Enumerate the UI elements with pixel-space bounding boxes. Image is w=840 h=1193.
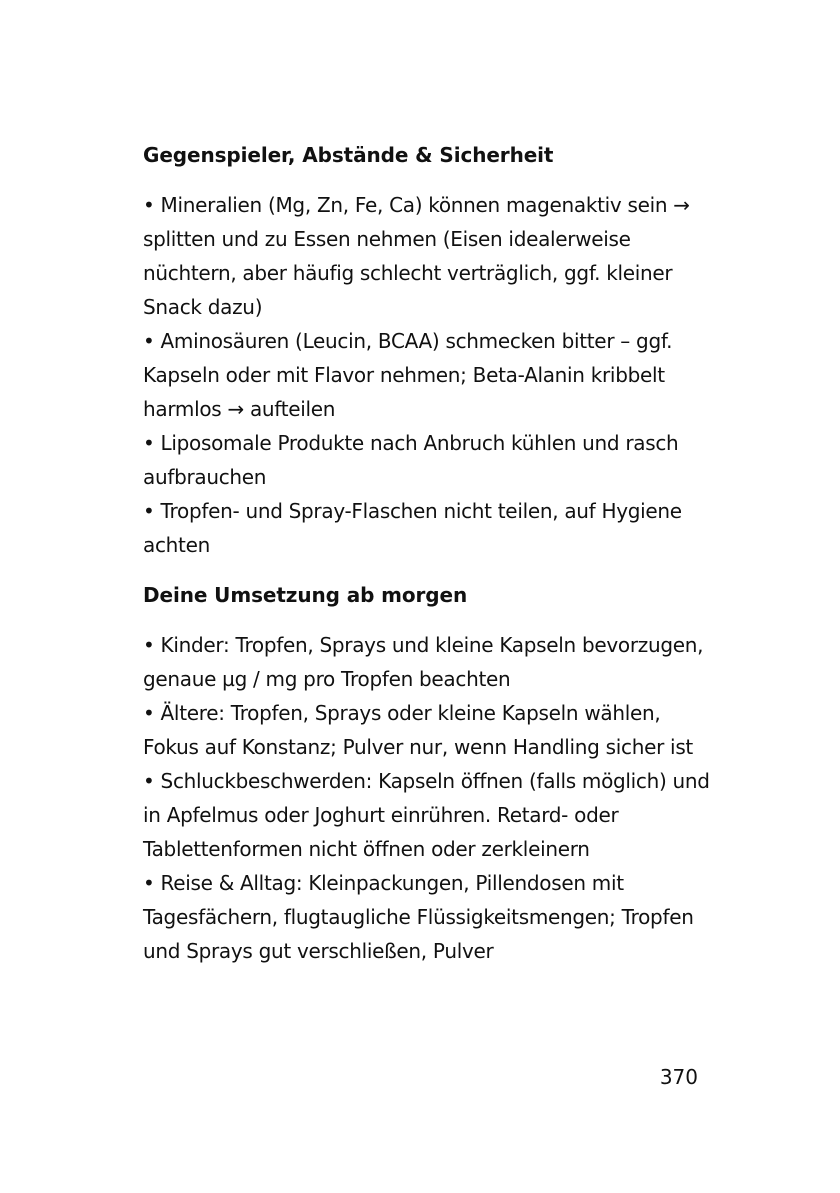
- list-item: • Aminosäuren (Leucin, BCAA) schmecken bitter – ggf. Kapseln oder mit Flavor nehmen; Beta-Alanin kribbelt harmlos → aufteilen: [143, 329, 673, 421]
- list-item: • Mineralien (Mg, Zn, Fe, Ca) können magenaktiv sein → splitten und zu Essen nehmen (Eisen idealerweise nüchtern, aber häufig schlecht verträglich, ggf. kleiner Snack dazu): [143, 193, 690, 319]
- section-heading-safety: Gegenspieler, Abstände & Sicherheit: [143, 143, 554, 167]
- list-item: • Tropfen- und Spray-Flaschen nicht teilen, auf Hygiene achten: [143, 499, 682, 557]
- list-item: • Liposomale Produkte nach Anbruch kühlen und rasch aufbrauchen: [143, 431, 679, 489]
- list-item: • Ältere: Tropfen, Sprays oder kleine Kapseln wählen, Fokus auf Konstanz; Pulver nur, wenn Handling sicher ist: [143, 701, 693, 759]
- list-item: • Schluckbeschwerden: Kapseln öffnen (falls möglich) und in Apfelmus oder Joghurt einrühren. Retard- oder Tablettenformen nicht öffnen oder zerkleinern: [143, 769, 710, 861]
- page-number: 370: [659, 1065, 698, 1089]
- list-item: • Kinder: Tropfen, Sprays und kleine Kapseln bevorzugen, genaue µg / mg pro Tropfen beachten: [143, 633, 704, 691]
- implementation-list: [143, 628, 713, 968]
- section-heading-implementation: Deine Umsetzung ab morgen: [143, 583, 468, 607]
- list-item: • Reise & Alltag: Kleinpackungen, Pillendosen mit Tagesfächern, flugtaugliche Flüssigkeitsmengen; Tropfen und Sprays gut verschließen, Pulver: [143, 871, 694, 963]
- safety-list: [143, 188, 713, 562]
- page-content: [143, 138, 713, 968]
